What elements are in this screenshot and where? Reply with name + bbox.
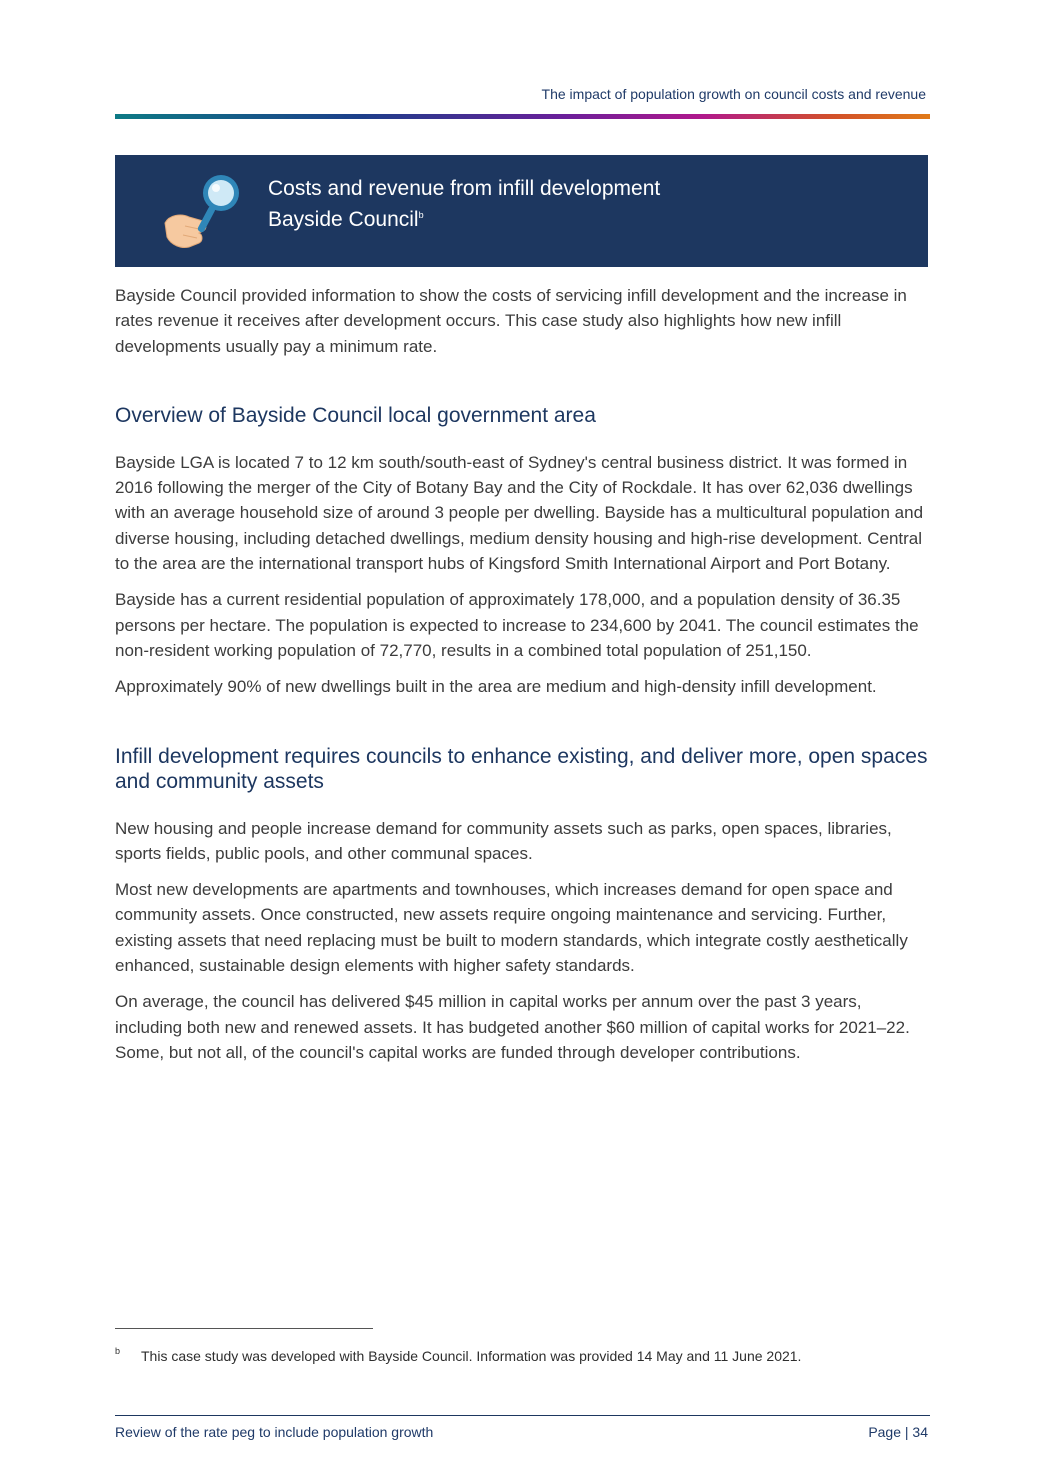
banner-footnote-ref: b (418, 210, 424, 220)
running-header: The impact of population growth on council costs and revenue (541, 86, 926, 102)
main-content (115, 283, 930, 1076)
banner-title-line2: Bayside Council (268, 208, 419, 231)
footnote-separator (115, 1328, 373, 1329)
footnote-text: This case study was developed with Bayside Council. Information was provided 14 May and 11 June 2021. (141, 1348, 802, 1364)
intro-paragraph: Bayside Council provided information to show the costs of servicing infill development and the increase in rates revenue it receives after development occurs. This case study also highlights how new infill developments usually pay a minimum rate. (115, 286, 907, 356)
overview-paragraph-3: Approximately 90% of new dwellings built in the area are medium and high-density infill development. (115, 677, 877, 697)
footer-rule (115, 1415, 930, 1416)
header-gradient-rule (115, 114, 930, 119)
section-heading-infill: Infill development requires councils to enhance existing, and deliver more, open spaces and community assets (115, 744, 928, 793)
case-study-banner (115, 155, 928, 267)
banner-title-line1: Costs and revenue from infill development (268, 177, 661, 200)
banner-title (268, 175, 660, 233)
overview-paragraph-1: Bayside LGA is located 7 to 12 km south/south-east of Sydney's central business district. It was formed in 2016 following the merger of the City of Botany Bay and the City of Rockdale. It has over 62,036 dwellings with an average household size of around 3 people per dwelling. Bayside has a multicultural population and diverse housing, including detached dwellings, medium density housing and high-rise development. Central to the area are the international transport hubs of Kingsford Smith International Airport and Port Botany. (115, 452, 924, 574)
footer-document-title: Review of the rate peg to include population growth (115, 1424, 434, 1440)
infill-paragraph-1: New housing and people increase demand for community assets such as parks, open spaces, libraries, sports fields, public pools, and other communal spaces. (115, 818, 892, 863)
overview-paragraph-2: Bayside has a current residential population of approximately 178,000, and a population density of 36.35 persons per hectare. The population is expected to increase to 234,600 by 2041. The council estimates the non-resident working population of 72,770, results in a combined total population of 251,150. (115, 590, 919, 660)
infill-paragraph-3: On average, the council has delivered $45 million in capital works per annum over the past 3 years, including both new and renewed assets. It has budgeted another $60 million of capital works for 2021–22. Some, but not all, of the council's capital works are funded through developer contributions. (115, 992, 910, 1062)
infill-paragraph-2: Most new developments are apartments and townhouses, which increases demand for open space and community assets. Once constructed, new assets require ongoing maintenance and servicing. Further, existing assets that need replacing must be built to modern standards, which integrate costly aesthetically enhanced, sustainable design elements with higher safety standards. (115, 880, 908, 976)
magnifying-glass-hand-icon (159, 171, 245, 251)
section-heading-overview: Overview of Bayside Council local government area (115, 403, 596, 427)
footnote-mark: b (115, 1346, 121, 1356)
footer-page-number: Page | 34 (868, 1424, 928, 1440)
